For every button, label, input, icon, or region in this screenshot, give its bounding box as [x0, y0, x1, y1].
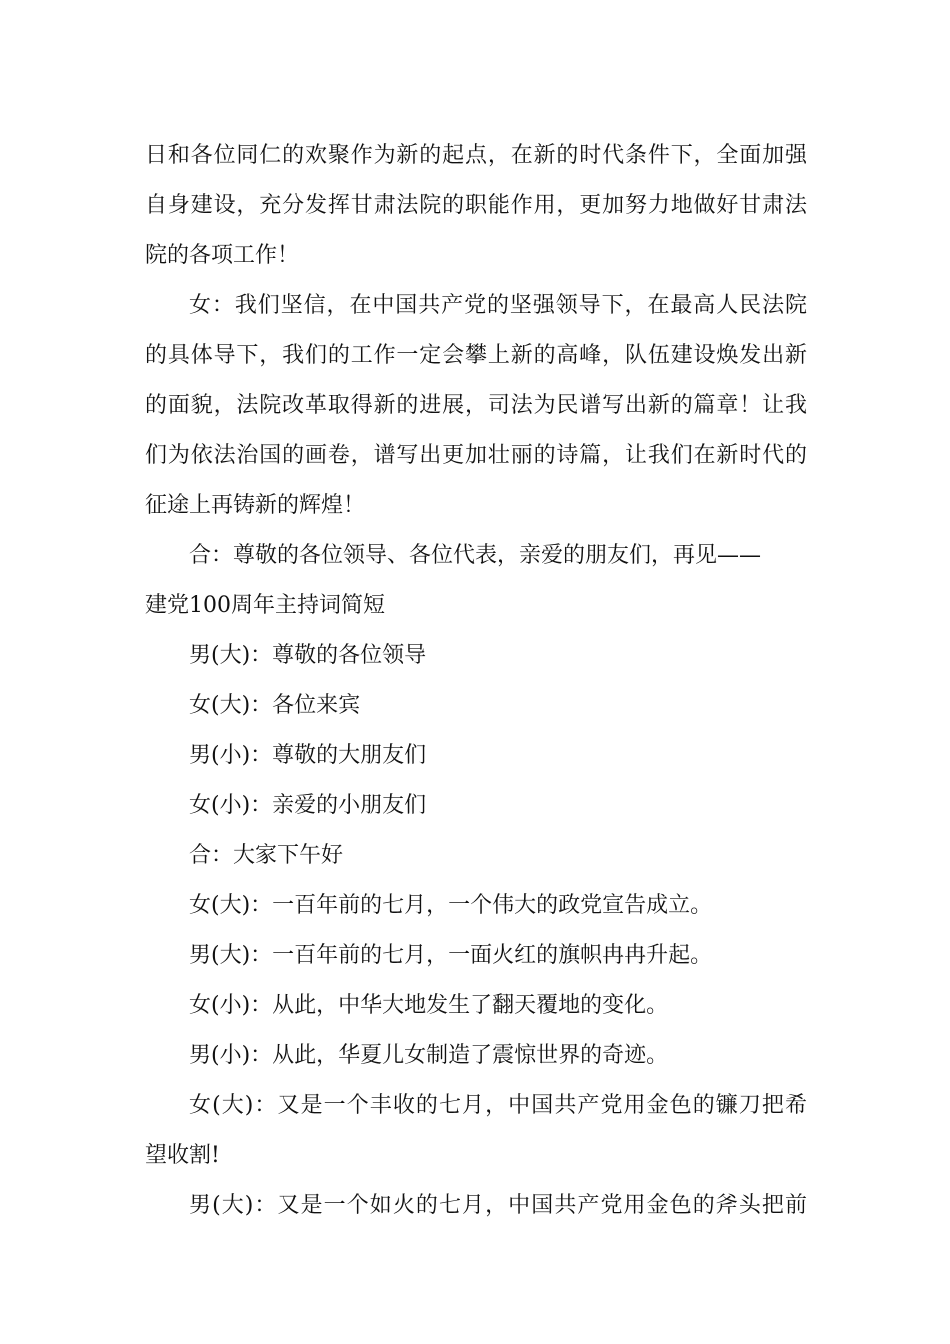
- text-line: 院的各项工作！: [145, 243, 300, 268]
- text-line: 男(小)：从此，华夏儿女制造了震惊世界的奇迹。: [189, 1043, 669, 1068]
- text-line: 男(大)：尊敬的各位领导: [189, 643, 427, 668]
- text-line: 女(大)：一百年前的七月，一个伟大的政党宣告成立。: [189, 893, 713, 918]
- text-line: 女(小)：从此，中华大地发生了翻天覆地的变化。: [189, 993, 669, 1018]
- text-line: 女(大)：又是一个丰收的七月，中国共产党用金色的镰刀把希: [189, 1093, 807, 1118]
- text-line: 的面貌，法院改革取得新的进展，司法为民谱写出新的篇章！让我: [145, 393, 807, 418]
- text-line: 的具体导下，我们的工作一定会攀上新的高峰，队伍建设焕发出新: [145, 343, 807, 368]
- text-line: 合：大家下午好: [189, 843, 344, 868]
- section-heading: 建党100周年主持词简短: [145, 593, 385, 618]
- text-line: 们为依法治国的画卷，谱写出更加壮丽的诗篇，让我们在新时代的: [145, 443, 807, 468]
- text-line: 男(大)：一百年前的七月，一面火红的旗帜冉冉升起。: [189, 943, 713, 968]
- text-line: 女：我们坚信，在中国共产党的坚强领导下，在最高人民法院: [189, 293, 807, 318]
- text-line: 征途上再铸新的辉煌！: [145, 493, 366, 518]
- text-line: 望收割!: [145, 1143, 220, 1168]
- text-line: 自身建设，充分发挥甘肃法院的职能作用，更加努力地做好甘肃法: [145, 193, 807, 218]
- text-line: 合：尊敬的各位领导、各位代表，亲爱的朋友们，再见——: [189, 543, 762, 568]
- text-line: 日和各位同仁的欢聚作为新的起点，在新的时代条件下，全面加强: [145, 143, 807, 168]
- text-line: 女(大)：各位来宾: [189, 693, 361, 718]
- text-line: 男(小)：尊敬的大朋友们: [189, 743, 427, 768]
- text-line: 男(大)：又是一个如火的七月，中国共产党用金色的斧头把前: [189, 1193, 807, 1218]
- document-body: [145, 131, 807, 1231]
- text-line: 女(小)：亲爱的小朋友们: [189, 793, 427, 818]
